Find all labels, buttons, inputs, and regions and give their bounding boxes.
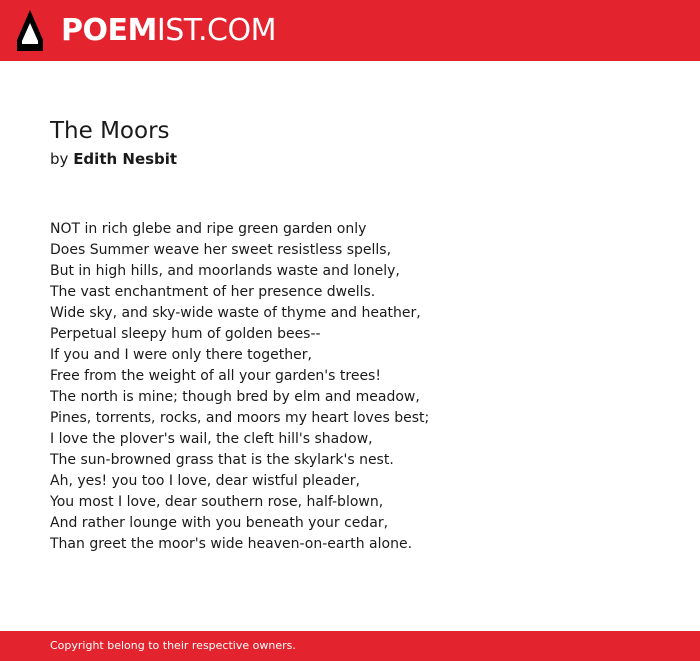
poem-line: Wide sky, and sky-wide waste of thyme and heather, [50,305,421,321]
site-footer [0,631,700,661]
poem-line: Than greet the moor's wide heaven-on-earth alone. [50,536,413,552]
by-label: by [50,150,69,168]
poem-line: Does Summer weave her sweet resistless spells, [50,242,392,258]
logo-bold-text: POEM [61,13,157,48]
poem-line: NOT in rich glebe and ripe green garden only [50,221,367,237]
site-logo[interactable] [61,11,276,51]
poem-line: Free from the weight of all your garden's trees! [50,368,381,384]
poem-line: And rather lounge with you beneath your cedar, [50,515,389,531]
copyright-notice: Copyright belong to their respective owners. [50,639,296,652]
poem-line: I love the plover's wail, the cleft hill's shadow, [50,431,373,447]
poem-line: Pines, torrents, rocks, and moors my heart loves best; [50,410,430,426]
site-header [0,0,700,61]
poem-line: Perpetual sleepy hum of golden bees-- [50,326,321,342]
poem-byline [50,149,177,169]
poem-line: Ah, yes! you too I love, dear wistful pleader, [50,473,360,489]
poem-title: The Moors [50,118,170,144]
poem-line: But in high hills, and moorlands waste and lonely, [50,263,400,279]
poem-line: If you and I were only there together, [50,347,312,363]
poem-line: You most I love, dear southern rose, half-blown, [50,494,384,510]
poem-author[interactable]: Edith Nesbit [73,150,178,168]
poem-line: The north is mine; though bred by elm and meadow, [50,389,420,405]
poem-line: The vast enchantment of her presence dwells. [50,284,376,300]
logo-light-text: IST.COM [156,13,276,48]
poem-line: The sun-browned grass that is the skylark's nest. [50,452,394,468]
poem-body [50,219,429,555]
pencil-tip-icon[interactable] [17,10,43,51]
